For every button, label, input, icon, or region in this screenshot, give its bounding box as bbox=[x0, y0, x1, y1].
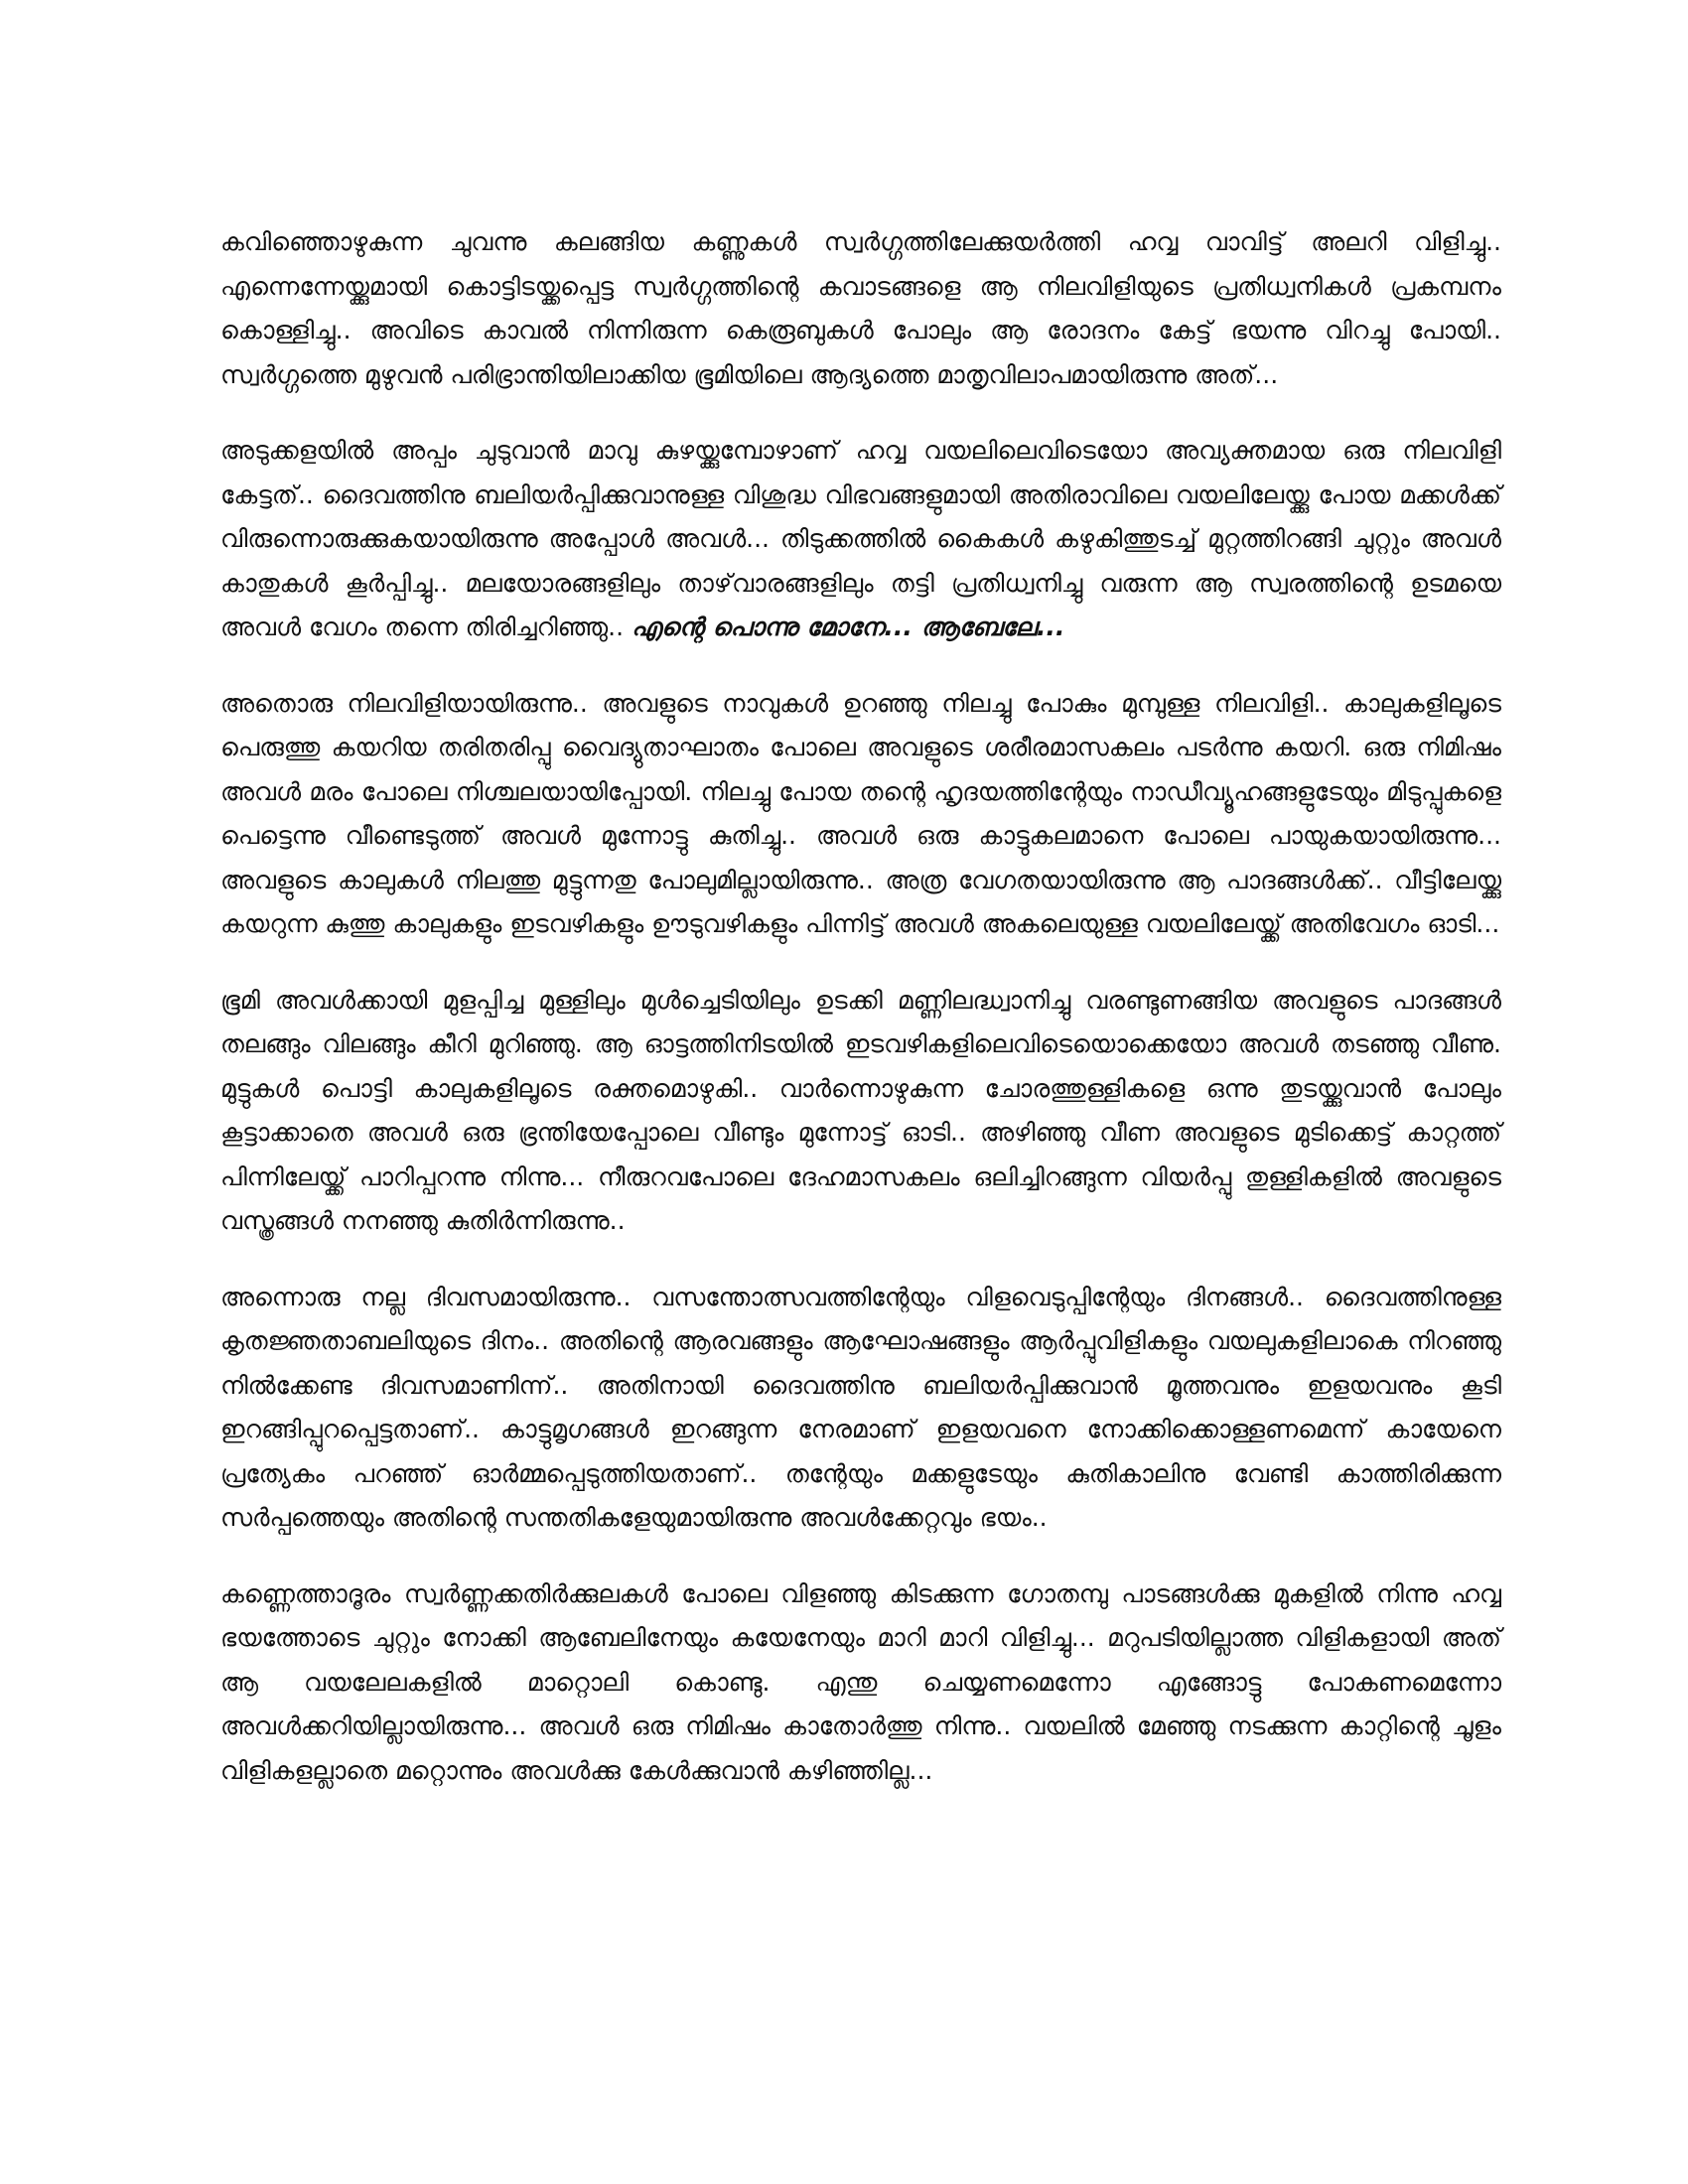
paragraph-4 bbox=[220, 979, 1501, 1244]
document-page bbox=[220, 220, 1501, 1825]
paragraph-4-text: ഭൂമി അവൾക്കായി മുളപ്പിച്ച മുള്ളിലും മുൾച്ചെടിയിലും ഉടക്കി മണ്ണിലദ്ധ്വാനിച്ചു വരണ്ടുണങ്ങിയ അവളുടെ പാദങ്ങൾ തലങ്ങും വിലങ്ങും കീറി മുറിഞ്ഞു. ആ ഓട്ടത്തിനിടയിൽ ഇടവഴികളിലെവിടെയൊക്കെയോ അവൾ തടഞ്ഞു വീണു. മുട്ടുകൾ പൊട്ടി കാലുകളിലൂടെ രക്തമൊഴുകി.. വാർന്നൊഴുകുന്ന ചോരത്തുള്ളികളെ ഒന്നു തുടയ്ക്കുവാൻ പോലും കൂട്ടാക്കാതെ അവൾ ഒരു ഭ്രന്തിയേപ്പോലെ വീണ്ടും മുന്നോട്ട് ഓടി.. അഴിഞ്ഞു വീണ അവളുടെ മുടിക്കെട്ട് കാറ്റത്ത് പിന്നിലേയ്ക്ക് പാറിപ്പറന്നു നിന്നു... നീരുറവപോലെ ദേഹമാസകലം ഒലിച്ചിറങ്ങുന്ന വിയർപ്പു തുള്ളികളിൽ അവളുടെ വസ്ത്രങ്ങൾ നനഞ്ഞു കുതിർന്നിരുന്നു.. bbox=[220, 985, 1501, 1235]
paragraph-2-text: അടുക്കളയിൽ അപ്പം ചുടുവാൻ മാവു കുഴയ്ക്കുമ്പോഴാണ് ഹവ്വ വയലിലെവിടെയോ അവ്യക്തമായ ഒരു നിലവിളി കേട്ടത്.. ദൈവത്തിനു ബലിയർപ്പിക്കുവാനുള്ള വിശുദ്ധ വിഭവങ്ങളുമായി അതിരാവിലെ വയലിലേയ്ക്കു പോയ മക്കൾക്ക് വിരുന്നൊരുക്കുകയായിരുന്നു അപ്പോൾ അവൾ... തിടുക്കത്തിൽ കൈകൾ കഴുകിത്തുടച്ച് മുറ്റത്തിറങ്ങി ചുറ്റും അവൾ കാതുകൾ കൂർപ്പിച്ചു.. മലയോരങ്ങളിലും താഴ്‌വാരങ്ങളിലും തട്ടി പ്രതിധ്വനിച്ചു വരുന്ന ആ സ്വരത്തിന്റെ ഉടമയെ അവൾ വേഗം തന്നെ തിരിച്ചറിഞ്ഞു.. bbox=[220, 436, 1501, 641]
paragraph-2-emphasis: എന്റെ പൊന്നു മോനേ... ആബേലേ... bbox=[631, 613, 1065, 641]
paragraph-6 bbox=[220, 1572, 1501, 1794]
paragraph-1 bbox=[220, 220, 1501, 397]
paragraph-2 bbox=[220, 429, 1501, 650]
paragraph-5 bbox=[220, 1276, 1501, 1541]
paragraph-5-text: അന്നൊരു നല്ല ദിവസമായിരുന്നു.. വസന്തോത്സവത്തിന്റേയും വിളവെടുപ്പിന്റേയും ദിനങ്ങൾ.. ദൈവത്തിനുള്ള കൃതജ്ഞതാബലിയുടെ ദിനം.. അതിന്റെ ആരവങ്ങളും ആഘോഷങ്ങളും ആർപ്പുവിളികളും വയലുകളിലാകെ നിറഞ്ഞു നിൽക്കേണ്ട ദിവസമാണിന്ന്.. അതിനായി ദൈവത്തിനു ബലിയർപ്പിക്കുവാൻ മൂത്തവനും ഇളയവനും കൂടി ഇറങ്ങിപ്പുറപ്പെട്ടതാണ്.. കാട്ടുമൃഗങ്ങൾ ഇറങ്ങുന്ന നേരമാണ് ഇളയവനെ നോക്കിക്കൊള്ളണമെന്ന് കായേനെ പ്രത്യേകം പറഞ്ഞ് ഓർമ്മപ്പെടുത്തിയതാണ്.. തന്റേയും മക്കളുടേയും കുതികാലിനു വേണ്ടി കാത്തിരിക്കുന്ന സർപ്പത്തെയും അതിന്റെ സന്തതികളേയുമായിരുന്നു അവൾക്കേറ്റവും ഭയം.. bbox=[220, 1282, 1501, 1532]
paragraph-3 bbox=[220, 682, 1501, 947]
paragraph-6-text: കണ്ണെത്താദൂരം സ്വർണ്ണക്കതിർക്കുലകൾ പോലെ വിളഞ്ഞു കിടക്കുന്ന ഗോതമ്പു പാടങ്ങൾക്കു മുകളിൽ നിന്നു ഹവ്വ ഭയത്തോടെ ചുറ്റും നോക്കി ആബേലിനേയും കയേനേയും മാറി മാറി വിളിച്ചു... മറുപടിയില്ലാത്ത വിളികളായി അത് ആ വയലേലകളിൽ മാറ്റൊലി കൊണ്ടു. എന്തു ചെയ്യണമെന്നോ എങ്ങോട്ടു പോകണമെന്നോ അവൾക്കറിയില്ലായിരുന്നു... അവൾ ഒരു നിമിഷം കാതോർത്തു നിന്നു.. വയലിൽ മേഞ്ഞു നടക്കുന്ന കാറ്റിന്റെ ചൂളം വിളികളല്ലാതെ മറ്റൊന്നും അവൾക്കു കേൾക്കുവാൻ കഴിഞ്ഞില്ല... bbox=[220, 1578, 1501, 1785]
paragraph-3-text: അതൊരു നിലവിളിയായിരുന്നു.. അവളുടെ നാവുകൾ ഉറഞ്ഞു നിലച്ചു പോകും മുമ്പുള്ള നിലവിളി.. കാലുകളിലൂടെ പെരുത്തു കയറിയ തരിതരിപ്പു വൈദ്യുതാഘാതം പോലെ അവളുടെ ശരീരമാസകലം പടർന്നു കയറി. ഒരു നിമിഷം അവൾ മരം പോലെ നിശ്ചലയായിപ്പോയി. നിലച്ചു പോയ തന്റെ ഹൃദയത്തിന്റേയും നാഡീവ്യൂഹങ്ങളുടേയും മിടുപ്പുകളെ പെട്ടെന്നു വീണ്ടെടുത്ത് അവൾ മുന്നോട്ടു കുതിച്ചു.. അവൾ ഒരു കാട്ടുകലമാനെ പോലെ പായുകയായിരുന്നു... അവളുടെ കാലുകൾ നിലത്തു മുട്ടുന്നതു പോലുമില്ലായിരുന്നു.. അത്ര വേഗതയായിരുന്നു ആ പാദങ്ങൾക്ക്.. വീട്ടിലേയ്ക്കു കയറുന്ന കുത്തു കാലുകളും ഇടവഴികളും ഊടുവഴികളും പിന്നിട്ട് അവൾ അകലെയുള്ള വയലിലേയ്ക്ക് അതിവേഗം ഓടി... bbox=[220, 688, 1501, 938]
paragraph-1-text: കവിഞ്ഞൊഴുകുന്ന ചുവന്നു കലങ്ങിയ കണ്ണുകൾ സ്വർഗ്ഗത്തിലേക്കുയർത്തി ഹവ്വ വാവിട്ട് അലറി വിളിച്ചു.. എന്നെന്നേയ്ക്കുമായി കൊട്ടിടയ്ക്കപ്പെട്ട സ്വർഗ്ഗത്തിന്റെ കവാടങ്ങളെ ആ നിലവിളിയുടെ പ്രതിധ്വനികൾ പ്രകമ്പനം കൊള്ളിച്ചു.. അവിടെ കാവൽ നിന്നിരുന്ന കെരൂബുകൾ പോലും ആ രോദനം കേട്ട് ഭയന്നു വിറച്ചു പോയി.. സ്വർഗ്ഗത്തെ മുഴുവൻ പരിഭ്രാന്തിയിലാക്കിയ ഭൂമിയിലെ ആദ്യത്തെ മാതൃവിലാപമായിരുന്നു അത്... bbox=[220, 227, 1501, 389]
